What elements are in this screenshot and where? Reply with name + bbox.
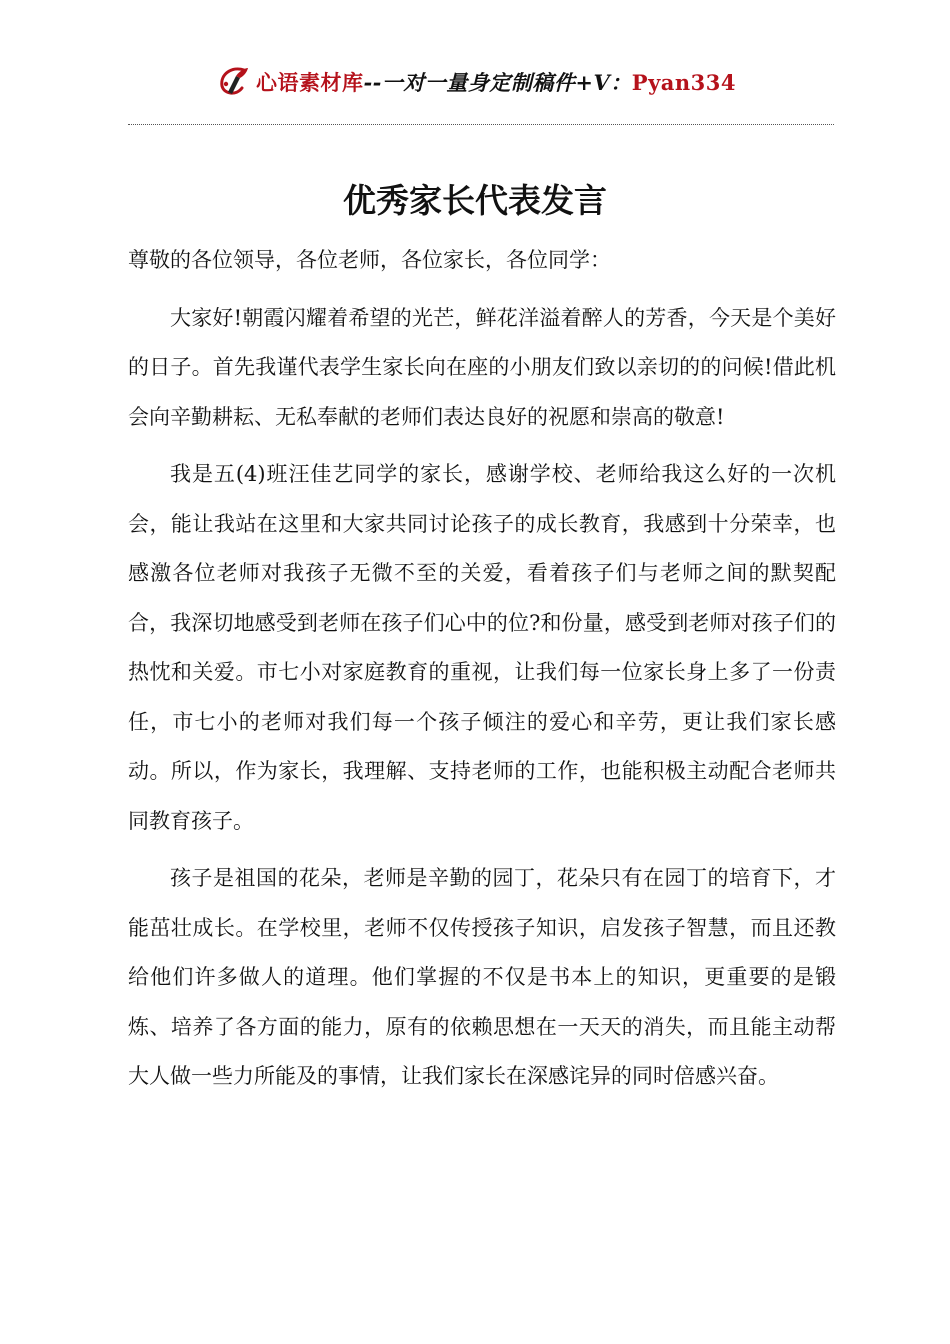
salutation: 尊敬的各位领导，各位老师，各位家长，各位同学： <box>128 248 611 272</box>
header-text <box>256 67 736 97</box>
brand-name: 心语素材库 <box>255 70 364 95</box>
contact-id: Pyan334 <box>631 70 737 95</box>
header-divider <box>128 124 834 125</box>
document-body <box>128 236 836 1110</box>
red-quill-swirl-icon <box>214 62 254 102</box>
paragraph-3: 孩子是祖国的花朵，老师是辛勤的园丁，花朵只有在园丁的培育下，才能茁壮成长。在学校里，老师不仅传授孩子知识，启发孩子智慧，而且还教给他们许多做人的道理。他们掌握的不仅是书本上的知识，更重要的是锻炼、培养了各方面的能力，原有的依赖思想在一天天的消失，而且能主动帮大人做一些力所能及的事情，让我们家长在深感诧异的同时倍感兴奋。 <box>128 866 836 1088</box>
paragraph-1: 大家好!朝霞闪耀着希望的光芒，鲜花洋溢着醉人的芳香，今天是个美好的日子。首先我谨代表学生家长向在座的小朋友们致以亲切的的问候!借此机会向辛勤耕耘、无私奉献的老师们表达良好的祝愿和崇高的敬意! <box>128 305 836 429</box>
document-title: 优秀家长代表发言 <box>343 181 607 220</box>
page-header <box>0 60 950 104</box>
paragraph-2: 我是五(4)班汪佳艺同学的家长，感谢学校、老师给我这么好的一次机会，能让我站在这里和大家共同讨论孩子的成长教育，我感到十分荣幸，也感激各位老师对我孩子无微不至的关爱，看着孩子们与老师之间的默契配合，我深切地感受到老师在孩子们心中的位?和份量，感受到老师对孩子们的热忱和关爱。市七小对家庭教育的重视，让我们每一位家长身上多了一份责任，市七小的老师对我们每一个孩子倾注的爱心和辛劳，更让我们家长感动。所以，作为家长，我理解、支持老师的工作，也能积极主动配合老师共同教育孩子。 <box>128 462 836 833</box>
header-slogan: --一对一量身定制稿件+V： <box>363 70 632 95</box>
